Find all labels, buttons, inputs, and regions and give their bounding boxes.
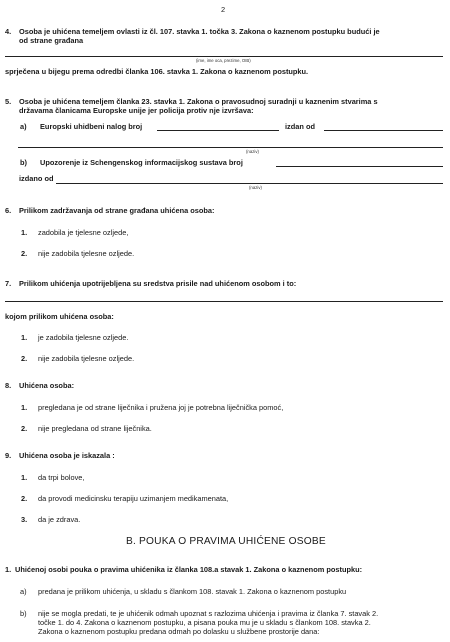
section-8-option-2[interactable]: nije pregledana od strane liječnika.	[38, 424, 152, 433]
section-6-number: 6.	[5, 206, 12, 215]
pouka-option-b-line2: točke 1. do 4. Zakona o kaznenom postupku, a pisana pouka mu je u skladu s člankom 108. stavka 2.	[38, 618, 371, 627]
section-5b-caption: (naziv)	[249, 185, 262, 190]
sis-alert-number-field[interactable]	[276, 166, 443, 167]
section-4-after: sprječena u bijegu prema odredbi članka 106. stavka 1. Zakona o kaznenom postupku.	[5, 67, 309, 76]
coercive-means-field[interactable]	[5, 301, 443, 302]
section-9-option-1[interactable]: da trpi bolove,	[38, 473, 85, 482]
section-5a-text: Europski uhidbeni nalog broj	[40, 122, 143, 131]
section-4-line2: od strane građana	[19, 36, 84, 45]
section-7-option-1[interactable]: je zadobila tjelesne ozljede.	[38, 333, 129, 342]
warrant-issuer-continued-field[interactable]	[18, 147, 443, 148]
pouka-option-b-line1[interactable]: nije se mogla predati, te je uhićenik odmah upoznat s razlozima uhićenja i pravima iz članka 7. stavak 2.	[38, 609, 379, 618]
section-7-after: kojom prilikom uhićena osoba:	[5, 312, 114, 321]
pouka-b-letter: b)	[20, 609, 27, 618]
section-5a-letter: a)	[20, 122, 27, 131]
section-8-heading: Uhićena osoba:	[19, 381, 75, 390]
section-9-number: 9.	[5, 451, 12, 460]
pouka-option-b-line3: Zakona o kaznenom postupku predana odmah po dolasku u službene prostorije dana:	[38, 627, 320, 636]
section-7-option-2-number: 2.	[21, 354, 28, 363]
section-6-heading: Prilikom zadržavanja od strane građana uhićena osoba:	[19, 206, 215, 215]
section-4-line1: Osoba je uhićena temeljem ovlasti iz čl. 107. stavka 1. točka 3. Zakona o kaznenom postupku budući je	[19, 27, 380, 36]
section-5a-izdan-label: izdan od	[285, 122, 315, 131]
warrant-number-field[interactable]	[157, 130, 279, 131]
section-7-number: 7.	[5, 279, 12, 288]
section-8-option-1-number: 1.	[21, 403, 28, 412]
section-8-option-1[interactable]: pregledana je od strane liječnika i pružena joj je potrebna liječnička pomoć,	[38, 403, 284, 412]
section-6-option-2[interactable]: nije zadobila tjelesne ozljede.	[38, 249, 135, 258]
section-5b-text: Upozorenje iz Schengenskog informacijskog sustava broj	[40, 158, 243, 167]
pouka-number: 1.	[5, 565, 12, 574]
section-8-option-2-number: 2.	[21, 424, 28, 433]
page-number: 2	[221, 5, 226, 14]
section-6-option-2-number: 2.	[21, 249, 28, 258]
section-9-option-1-number: 1.	[21, 473, 28, 482]
section-6-option-1-number: 1.	[21, 228, 28, 237]
section-5a-caption: (naziv)	[246, 149, 259, 154]
sis-alert-issued-by-field[interactable]	[56, 183, 443, 184]
pouka-a-letter: a)	[20, 587, 27, 596]
section-5-number: 5.	[5, 97, 12, 106]
section-5b-letter: b)	[20, 158, 27, 167]
section-9-option-2[interactable]: da provodi medicinsku terapiju uzimanjem medikamenata,	[38, 494, 229, 503]
section-6-option-1[interactable]: zadobila je tjelesne ozljede,	[38, 228, 129, 237]
section-9-option-2-number: 2.	[21, 494, 28, 503]
section-9-option-3-number: 3.	[21, 515, 28, 524]
section-4-name-caption: (ime, ime oca, prezime, OIB)	[196, 58, 251, 63]
section-7-option-2[interactable]: nije zadobila tjelesne ozljede.	[38, 354, 135, 363]
section-5b-izdano-label: izdano od	[19, 174, 54, 183]
section-4-number: 4.	[5, 27, 12, 36]
section-8-number: 8.	[5, 381, 12, 390]
section-7-option-1-number: 1.	[21, 333, 28, 342]
warrant-issued-by-field[interactable]	[324, 130, 443, 131]
section-5-line1: Osoba je uhićena temeljem članka 23. stavka 1. Zakona o pravosudnoj suradnji u kaznenim stvarima s	[19, 97, 378, 106]
section-b-title: B. POUKA O PRAVIMA UHIĆENE OSOBE	[126, 536, 326, 547]
section-7-heading: Prilikom uhićenja upotrijebljena su sredstva prisile nad uhićenom osobom i to:	[19, 279, 297, 288]
section-9-heading: Uhićena osoba je iskazala :	[19, 451, 115, 460]
section-9-option-3[interactable]: da je zdrava.	[38, 515, 81, 524]
section-5-line2: državama članicama Europske unije jer policija protiv nje izvršava:	[19, 106, 254, 115]
pouka-option-a[interactable]: predana je prilikom uhićenja, u skladu s člankom 108. stavak 1. Zakona o kaznenom postupku	[38, 587, 347, 596]
pouka-heading: Uhićenoj osobi pouka o pravima uhićenika iz članka 108.a stavak 1. Zakona o kaznenom postupku:	[15, 565, 363, 574]
section-4-name-field[interactable]	[5, 56, 443, 57]
